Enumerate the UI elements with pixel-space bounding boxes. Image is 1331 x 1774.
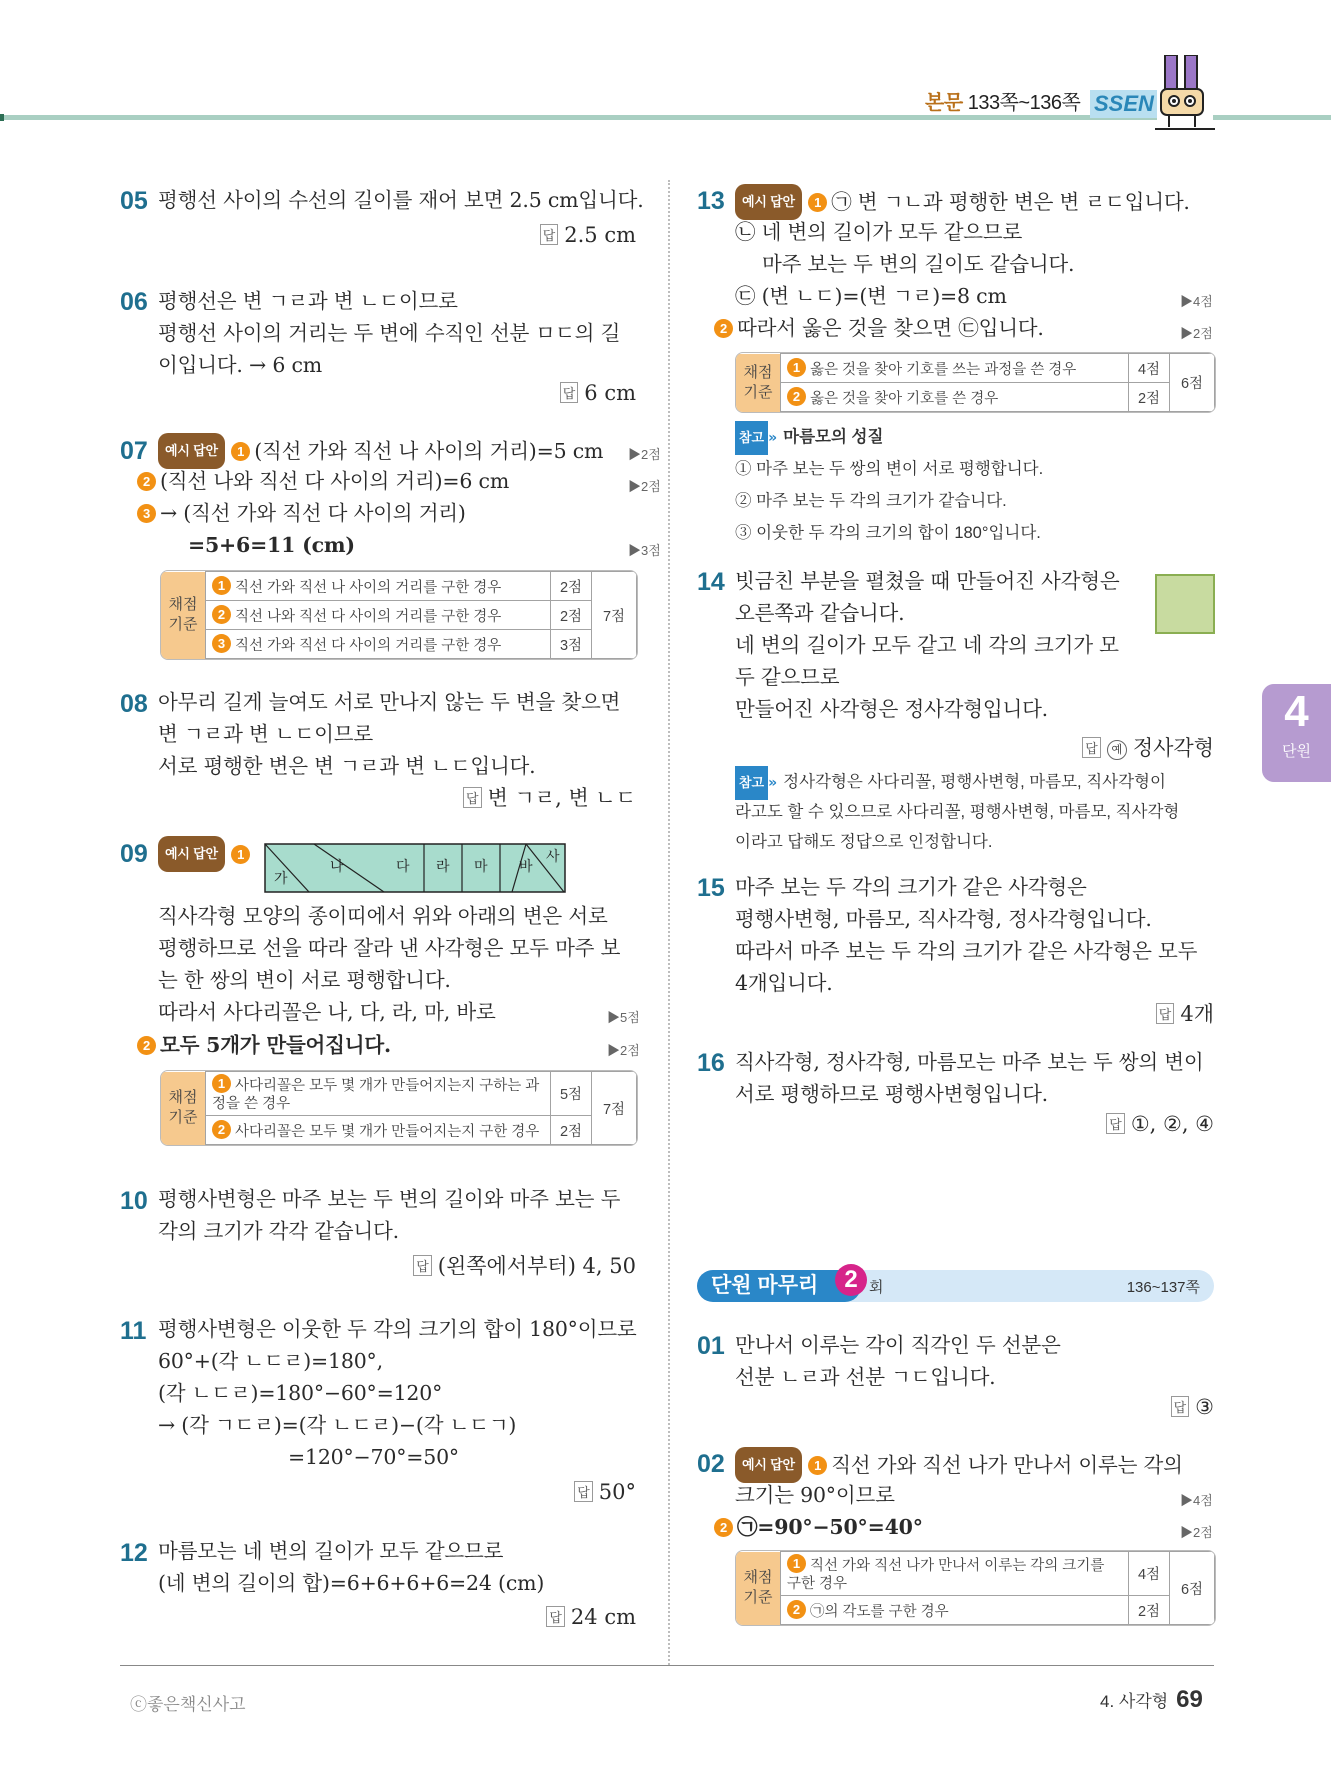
rubric-item <box>206 1072 551 1116</box>
reference-text: 정사각형은 사다리꼴, 평행사변형, 마름모, 직사각형이 <box>783 773 1166 791</box>
rubric-text: 직선 가와 직선 다 사이의 거리를 구한 경우 <box>235 637 502 654</box>
step-2-icon: 2 <box>714 1518 733 1537</box>
q13-reference-line: ① 마주 보는 두 쌍의 변이 서로 평행합니다. <box>735 460 1044 478</box>
q13-line: 마주 보는 두 변의 길이도 같습니다. <box>762 252 1075 276</box>
q11-line: 60°+(각 ㄴㄷㄹ)=180°, <box>158 1349 383 1373</box>
q16-line: 서로 평행하므로 평행사변형입니다. <box>735 1082 1048 1106</box>
rubric-total: 6점 <box>1170 1552 1215 1625</box>
q13-points: ▶2점 <box>1180 326 1213 341</box>
example-answer-badge: 예시 답안 <box>735 1447 802 1483</box>
q14-line: 두 같으므로 <box>735 665 840 689</box>
u02-points: ▶4점 <box>1180 1493 1213 1508</box>
u01-line: 선분 ㄴㄹ과 선분 ㄱㄷ입니다. <box>735 1365 996 1389</box>
u02-points: ▶2점 <box>1180 1525 1213 1540</box>
q15-line: 4개입니다. <box>735 971 833 995</box>
strip-label: 바 <box>519 859 533 875</box>
answer-label: 답 <box>1156 1003 1175 1024</box>
answer-label: 답 <box>574 1481 593 1502</box>
u02-rubric <box>735 1550 1216 1626</box>
chapter-tab-label: 단원 <box>1282 743 1311 760</box>
rubric-text: ㉠의 각도를 구한 경우 <box>810 1603 949 1620</box>
answer-label: 답 <box>1082 737 1101 758</box>
page-reference-range: 133쪽~136쪽 <box>967 92 1081 114</box>
rubric-label: 채점 기준 <box>736 1552 781 1625</box>
answer-label: 답 <box>463 787 482 808</box>
reference-badge: 참고 <box>735 766 768 800</box>
example-answer-badge: 예시 답안 <box>158 433 225 469</box>
q06-number: 06 <box>120 288 148 316</box>
q07-line1 <box>158 433 603 469</box>
q09-result <box>137 1029 391 1061</box>
u01-answer-value: ③ <box>1195 1395 1214 1419</box>
q08-answer-value: 변 ㄱㄹ, 변 ㄴㄷ <box>487 786 636 810</box>
q10-answer-value: (왼쪽에서부터) 4, 50 <box>437 1254 636 1278</box>
q16-line: 직사각형, 정사각형, 마름모는 마주 보는 두 쌍의 변이 <box>735 1050 1204 1074</box>
rubric-points: 2점 <box>551 572 592 601</box>
q16-answer-value: ①, ②, ④ <box>1130 1112 1214 1136</box>
step-1-icon: 1 <box>231 845 250 864</box>
rubric-points: 5점 <box>551 1072 592 1116</box>
mascot-icon <box>1155 55 1215 134</box>
strip-label: 라 <box>436 859 450 875</box>
q09-line: 평행하므로 선을 따라 잘라 낸 사각형은 모두 마주 보 <box>158 936 621 960</box>
q07-line2 <box>137 465 509 497</box>
q14-line: 빗금친 부분을 펼쳤을 때 만들어진 사각형은 <box>735 569 1120 593</box>
q10-number: 10 <box>120 1187 148 1215</box>
u02-line: 크기는 90°이므로 <box>735 1483 895 1507</box>
rubric-points: 2점 <box>551 601 592 630</box>
q13-reference-line: ② 마주 보는 두 각의 크기가 같습니다. <box>735 492 1007 510</box>
q06-line: 평행선 사이의 거리는 두 변에 수직인 선분 ㅁㄷ의 길 <box>158 321 621 345</box>
page-reference-label: 본문 <box>925 92 963 114</box>
step-3-icon: 3 <box>137 504 156 523</box>
rubric-item <box>206 1116 551 1145</box>
q13-rubric <box>735 352 1216 413</box>
strip-label: 나 <box>330 859 344 875</box>
q11-line: =120°−70°=50° <box>288 1445 459 1469</box>
q08-line: 변 ㄱㄹ과 변 ㄴㄷ이므로 <box>158 722 373 746</box>
example-answer-badge: 예시 답안 <box>735 184 802 220</box>
q15-number: 15 <box>697 874 725 902</box>
q15-line: 따라서 마주 보는 두 각의 크기가 같은 사각형은 모두 <box>735 939 1198 963</box>
rubric-item <box>781 1596 1129 1625</box>
chapter-number: 4 <box>1284 687 1309 736</box>
q10-line: 각의 크기가 각각 같습니다. <box>158 1219 399 1243</box>
u02-text: ㉠=90°−50°=40° <box>737 1515 923 1539</box>
q05-line: 평행선 사이의 수선의 길이를 재어 보면 2.5 cm입니다. <box>158 188 644 212</box>
q12-number: 12 <box>120 1539 148 1567</box>
rubric-total: 6점 <box>1170 354 1215 412</box>
step-2-icon: 2 <box>787 387 806 406</box>
step-1-icon: 1 <box>787 358 806 377</box>
q14-number: 14 <box>697 568 725 596</box>
q09-text: 모두 5개가 만들어집니다. <box>160 1033 391 1057</box>
q10-answer <box>413 1250 636 1280</box>
rubric-item <box>206 572 551 601</box>
step-2-icon: 2 <box>137 1036 156 1055</box>
q13-line5 <box>714 312 1044 344</box>
header-rule-marker <box>0 114 4 121</box>
reference-arrow-icon: » <box>768 430 778 446</box>
rubric-total: 7점 <box>592 572 637 659</box>
q06-answer-value: 6 cm <box>584 381 636 405</box>
rubric-label: 채점 기준 <box>161 1072 206 1145</box>
unit-round-suffix: 회 <box>869 1279 884 1296</box>
q07-text: (직선 가와 직선 나 사이의 거리)=5 cm <box>254 439 604 463</box>
brand-logo: SSEN <box>1090 90 1158 118</box>
step-1-icon: 1 <box>212 576 231 595</box>
paper-strip-diagram <box>264 843 566 897</box>
q13-text: 따라서 옳은 것을 찾으면 ㉢입니다. <box>737 316 1044 340</box>
q15-answer <box>1156 998 1214 1028</box>
answer-label: 답 <box>540 224 559 245</box>
q06-answer <box>560 381 636 405</box>
reference-title: 마름모의 성질 <box>783 428 884 446</box>
step-2-icon: 2 <box>137 472 156 491</box>
q13-reference-line: ③ 이웃한 두 각의 크기의 합이 180°입니다. <box>735 524 1041 542</box>
step-2-icon: 2 <box>212 605 231 624</box>
q06-line: 이입니다. → 6 cm <box>158 353 323 377</box>
q14-line: 오른쪽과 같습니다. <box>735 601 905 625</box>
q13-points: ▶4점 <box>1180 294 1213 309</box>
q06-line: 평행선은 변 ㄱㄹ과 변 ㄴㄷ이므로 <box>158 289 458 313</box>
q11-line: 평행사변형은 이웃한 두 각의 크기의 합이 180°이므로 <box>158 1317 637 1341</box>
rubric-points: 2점 <box>551 1116 592 1145</box>
q09-points: ▶2점 <box>607 1043 640 1058</box>
step-2-icon: 2 <box>714 319 733 338</box>
unit-review-bar <box>697 1266 1214 1302</box>
example-mark: 예 <box>1107 740 1127 760</box>
q05-answer-value: 2.5 cm <box>564 223 636 247</box>
q09-number: 09 <box>120 840 148 868</box>
answer-label: 답 <box>1171 1396 1190 1417</box>
q09-line: 따라서 사다리꼴은 나, 다, 라, 마, 바로 <box>158 1000 496 1024</box>
answer-label: 답 <box>560 382 579 403</box>
u01-answer <box>1171 1395 1214 1419</box>
q07-number: 07 <box>120 437 148 465</box>
q14-answer <box>1082 732 1214 762</box>
q11-line: (각 ㄴㄷㄹ)=180°−60°=120° <box>158 1381 443 1405</box>
step-2-icon: 2 <box>212 1120 231 1139</box>
q07-text: (직선 나와 직선 다 사이의 거리)=6 cm <box>160 469 510 493</box>
q09-line: 는 한 쌍의 변이 서로 평행합니다. <box>158 968 451 992</box>
step-2-icon: 2 <box>787 1600 806 1619</box>
q14-reference-line: 라고도 할 수 있으므로 사다리꼴, 평행사변형, 마름모, 직사각형 <box>735 803 1180 821</box>
q07-rubric <box>160 570 638 660</box>
u02-number: 02 <box>697 1450 725 1478</box>
strip-label: 사 <box>546 849 560 865</box>
rubric-item <box>781 1552 1129 1596</box>
q13-text: ㉠ 변 ㄱㄴ과 평행한 변은 변 ㄹㄷ입니다. <box>831 190 1190 214</box>
footer-rule <box>120 1665 1214 1666</box>
footer-chapter <box>1100 1686 1203 1714</box>
q07-points: ▶3점 <box>628 543 661 558</box>
q11-number: 11 <box>120 1317 147 1345</box>
step-1-icon: 1 <box>212 1074 231 1093</box>
q14-reference-line: 이라고 답해도 정답으로 인정합니다. <box>735 833 993 851</box>
q13-number: 13 <box>697 187 725 215</box>
page-reference <box>925 86 1080 115</box>
rubric-points: 2점 <box>1129 383 1170 412</box>
q13-line1 <box>735 184 1190 220</box>
q12-line: (네 변의 길이의 합)=6+6+6+6=24 (cm) <box>158 1571 545 1595</box>
rubric-text: 사다리꼴은 모두 몇 개가 만들어지는지 구하는 과정을 쓴 경우 <box>212 1078 540 1112</box>
q13-reference-title <box>735 421 883 455</box>
q13-line: ㉢ (변 ㄴㄷ)=(변 ㄱㄹ)=8 cm <box>735 284 1007 308</box>
u02-text: 직선 가와 직선 나가 만나서 이루는 각의 <box>831 1453 1183 1477</box>
reference-badge: 참고 <box>735 421 768 455</box>
u01-number: 01 <box>697 1332 725 1360</box>
q05-number: 05 <box>120 187 148 215</box>
rubric-item <box>206 630 551 659</box>
rubric-item <box>206 601 551 630</box>
rubric-text: 직선 가와 직선 나 사이의 거리를 구한 경우 <box>235 579 502 596</box>
rubric-item <box>781 354 1129 383</box>
rubric-points: 4점 <box>1129 1552 1170 1596</box>
example-answer-badge: 예시 답안 <box>158 836 225 872</box>
rubric-text: 사다리꼴은 모두 몇 개가 만들어지는지 구한 경우 <box>235 1123 540 1140</box>
q08-number: 08 <box>120 690 148 718</box>
rubric-text: 직선 가와 직선 나가 만나서 이루는 각의 크기를 구한 경우 <box>787 1558 1105 1592</box>
q10-line: 평행사변형은 마주 보는 두 변의 길이와 마주 보는 두 <box>158 1187 621 1211</box>
q16-answer <box>1106 1112 1214 1136</box>
unit-pages: 136~137쪽 <box>1126 1279 1200 1296</box>
chapter-tab[interactable] <box>1262 684 1331 782</box>
q11-answer <box>574 1480 636 1504</box>
u01-line: 만나서 이루는 각이 직각인 두 선분은 <box>735 1333 1061 1357</box>
unit-review-title: 단원 마무리 <box>697 1270 861 1302</box>
q07-line3 <box>137 497 466 529</box>
answer-label: 답 <box>546 1606 565 1627</box>
q08-line: 서로 평행한 변은 변 ㄱㄹ과 변 ㄴㄷ입니다. <box>158 754 536 778</box>
rubric-label: 채점 기준 <box>736 354 781 412</box>
u02-line1 <box>735 1447 1183 1483</box>
q08-answer <box>463 782 636 812</box>
strip-label: 마 <box>474 859 488 875</box>
q07-points: ▶2점 <box>628 447 661 462</box>
q09-badge-line <box>158 836 254 872</box>
step-3-icon: 3 <box>212 634 231 653</box>
rubric-total: 7점 <box>592 1072 637 1145</box>
column-divider <box>668 180 670 1665</box>
answer-label: 답 <box>413 1255 432 1276</box>
q16-number: 16 <box>697 1049 725 1077</box>
q14-reference <box>735 766 1166 800</box>
q14-line: 만들어진 사각형은 정사각형입니다. <box>735 697 1048 721</box>
rubric-points: 4점 <box>1129 354 1170 383</box>
reference-arrow-icon: » <box>768 775 778 791</box>
rubric-points: 2점 <box>1129 1596 1170 1625</box>
rubric-item <box>781 383 1129 412</box>
strip-label: 가 <box>274 871 288 887</box>
q15-line: 마주 보는 두 각의 크기가 같은 사각형은 <box>735 875 1087 899</box>
publisher: ⓒ좋은책신사고 <box>130 1695 246 1714</box>
q12-answer-value: 24 cm <box>570 1605 636 1629</box>
step-1-icon: 1 <box>787 1554 806 1573</box>
page-number: 69 <box>1176 1686 1203 1713</box>
q07-text: → (직선 가와 직선 다 사이의 거리) <box>160 501 466 525</box>
q11-line: → (각 ㄱㄷㄹ)=(각 ㄴㄷㄹ)−(각 ㄴㄷㄱ) <box>158 1413 517 1437</box>
q14-answer-value: 정사각형 <box>1132 736 1214 760</box>
unit-round-number: 2 <box>835 1264 867 1296</box>
q05-answer <box>540 223 636 247</box>
answer-label: 답 <box>1106 1113 1125 1134</box>
rubric-text: 옳은 것을 찾아 기호를 쓴 경우 <box>810 390 999 407</box>
q07-points: ▶2점 <box>628 479 661 494</box>
q15-answer-value: 4개 <box>1180 1002 1214 1026</box>
rubric-text: 옳은 것을 찾아 기호를 쓰는 과정을 쓴 경우 <box>810 361 1077 378</box>
step-1-icon: 1 <box>808 193 827 212</box>
q12-answer <box>546 1605 636 1629</box>
q12-line: 마름모는 네 변의 길이가 모두 같으므로 <box>158 1539 504 1563</box>
u02-result <box>714 1511 923 1543</box>
q14-line: 네 변의 길이가 모두 같고 네 각의 크기가 모 <box>735 633 1119 657</box>
q13-line: ㉡ 네 변의 길이가 모두 같으므로 <box>735 220 1023 244</box>
step-1-icon: 1 <box>231 442 250 461</box>
step-1-icon: 1 <box>808 1456 827 1475</box>
rubric-text: 직선 나와 직선 다 사이의 거리를 구한 경우 <box>235 608 502 625</box>
chapter-title: 4. 사각형 <box>1100 1692 1169 1711</box>
q09-points: ▶5점 <box>607 1010 640 1025</box>
q09-rubric <box>160 1070 638 1146</box>
square-figure <box>1155 574 1215 634</box>
strip-label: 다 <box>396 859 410 875</box>
rubric-label: 채점 기준 <box>161 572 206 659</box>
q08-line: 아무리 길게 늘여도 서로 만나지 않는 두 변을 찾으면 <box>158 690 621 714</box>
q07-result: =5+6=11 (cm) <box>188 533 355 557</box>
q11-answer-value: 50° <box>598 1480 636 1504</box>
q09-line: 직사각형 모양의 종이띠에서 위와 아래의 변은 서로 <box>158 904 608 928</box>
rubric-points: 3점 <box>551 630 592 659</box>
q15-line: 평행사변형, 마름모, 직사각형, 정사각형입니다. <box>735 907 1152 931</box>
